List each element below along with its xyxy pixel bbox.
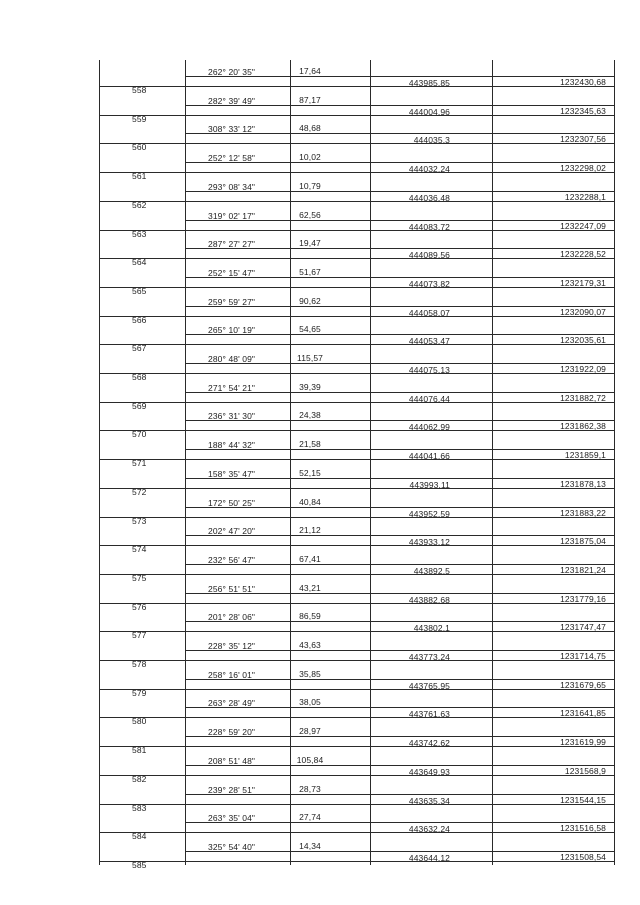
point-number: 560 xyxy=(132,142,147,153)
segment-distance: 24,38 xyxy=(299,410,321,421)
bearing-angle: 308° 33' 12" xyxy=(208,124,256,135)
segment-distance: 14,34 xyxy=(299,840,321,851)
coordinate-y: 1231747,47 xyxy=(560,622,606,633)
bearing-angle: 252° 12' 58" xyxy=(208,153,256,164)
point-number: 577 xyxy=(132,630,147,641)
coordinate-x: 444083,72 xyxy=(408,221,450,232)
bearing-angle: 265° 10' 19" xyxy=(208,325,256,336)
coordinate-x: 444089,56 xyxy=(408,250,450,261)
segment-distance: 27,74 xyxy=(299,812,321,823)
coordinate-y: 1231875,04 xyxy=(560,536,606,547)
segment-distance: 54,65 xyxy=(299,324,321,335)
coordinate-y: 1232430,68 xyxy=(560,77,606,87)
bearing-angle: 259° 59' 27" xyxy=(208,296,256,307)
coordinate-x: 443761,63 xyxy=(408,709,450,720)
point-number: 571 xyxy=(132,458,147,469)
coordinate-y: 1231882,72 xyxy=(560,392,606,403)
coordinate-y: 1231922,09 xyxy=(560,364,606,374)
point-number: 576 xyxy=(132,601,147,612)
coordinate-y: 1231862,38 xyxy=(560,421,606,432)
coordinate-x: 444076,44 xyxy=(408,393,450,404)
bearing-angle: 188° 44' 32" xyxy=(208,440,256,451)
coordinate-y: 1232179,31 xyxy=(560,277,606,288)
coordinate-x: 443802,1 xyxy=(413,623,450,634)
coordinate-x: 443985,85 xyxy=(408,78,450,88)
coordinate-y: 1231859,1 xyxy=(564,450,606,461)
bearing-angle: 256° 51' 51" xyxy=(208,583,256,594)
column-rule-0 xyxy=(99,60,100,865)
bearing-angle: 228° 59' 20" xyxy=(208,727,256,738)
coordinate-x: 444075,13 xyxy=(408,365,450,375)
bearing-angle: 263° 35' 04" xyxy=(208,813,256,824)
segment-distance: 35,85 xyxy=(299,668,321,679)
segment-distance: 19,47 xyxy=(299,238,321,249)
segment-distance: 17,64 xyxy=(299,66,321,76)
bearing-angle: 202° 47' 20" xyxy=(208,526,256,537)
bearing-angle: 282° 39' 49" xyxy=(208,95,256,106)
coordinate-x: 444062,99 xyxy=(408,422,450,433)
coordinate-y: 1231878,13 xyxy=(560,478,606,489)
coordinate-x: 444032,24 xyxy=(408,164,450,175)
point-number: 570 xyxy=(132,429,147,440)
coordinate-y: 1231883,22 xyxy=(560,507,606,518)
point-number: 569 xyxy=(132,400,147,411)
point-number: 580 xyxy=(132,716,147,727)
bearing-angle: 287° 27' 27" xyxy=(208,239,256,250)
point-number: 567 xyxy=(132,343,147,354)
segment-distance: 43,63 xyxy=(299,640,321,650)
segment-distance: 21,58 xyxy=(299,439,321,450)
bearing-angle: 208° 51' 48" xyxy=(208,755,256,766)
point-number: 559 xyxy=(132,113,147,124)
coordinate-x: 443773,24 xyxy=(408,652,450,662)
coordinate-y: 1231679,65 xyxy=(560,679,606,690)
coordinate-y: 1231714,75 xyxy=(560,651,606,661)
point-number: 578 xyxy=(132,659,147,669)
coordinate-y: 1231779,16 xyxy=(560,593,606,604)
coordinate-x: 444073,82 xyxy=(408,278,450,289)
segment-distance: 51,67 xyxy=(299,266,321,277)
point-number: 562 xyxy=(132,199,147,210)
bearing-angle: 325° 54' 40" xyxy=(208,841,256,852)
coordinate-y: 1231544,15 xyxy=(560,794,606,805)
point-number: 568 xyxy=(132,372,147,382)
coordinate-x: 444035,3 xyxy=(413,135,450,146)
segment-distance: 86,59 xyxy=(299,611,321,622)
coordinate-y: 1232035,61 xyxy=(560,335,606,346)
coordinate-x: 443644,12 xyxy=(408,852,450,863)
point-number: 581 xyxy=(132,745,147,756)
segment-distance: 87,17 xyxy=(299,94,321,105)
segment-distance: 105,84 xyxy=(296,754,324,765)
point-number: 579 xyxy=(132,687,147,698)
coordinate-x: 443892,5 xyxy=(413,565,450,576)
bearing-angle: 252° 15' 47" xyxy=(208,267,256,278)
bearing-angle: 263° 28' 49" xyxy=(208,698,256,709)
point-number: 572 xyxy=(132,486,147,497)
segment-distance: 90,62 xyxy=(299,295,321,306)
bearing-angle: 258° 16' 01" xyxy=(208,669,256,680)
point-number: 563 xyxy=(132,228,147,239)
segment-distance: 115,57 xyxy=(297,353,323,363)
point-number: 566 xyxy=(132,314,147,325)
coordinate-x: 443632,24 xyxy=(408,824,450,835)
segment-distance: 40,84 xyxy=(299,496,321,507)
bearing-angle: 158° 35' 47" xyxy=(208,468,256,479)
segment-distance: 28,97 xyxy=(299,726,321,737)
point-number: 583 xyxy=(132,802,147,813)
bearing-angle: 172° 50' 25" xyxy=(208,497,256,508)
point-number: 582 xyxy=(132,773,147,784)
point-number: 585 xyxy=(132,859,147,870)
point-number: 558 xyxy=(132,85,147,95)
bearing-angle: 262° 20' 35" xyxy=(208,67,256,77)
coordinate-x: 444036,48 xyxy=(408,192,450,203)
coordinate-y: 1232228,52 xyxy=(560,249,606,260)
coordinate-x: 443882,68 xyxy=(408,594,450,605)
bearing-angle: 239° 28' 51" xyxy=(208,784,256,795)
column-rule-1 xyxy=(185,60,186,865)
point-number: 574 xyxy=(132,544,147,555)
point-number: 573 xyxy=(132,515,147,526)
coordinate-x: 443952,59 xyxy=(408,508,450,519)
bearing-angle: 271° 54' 21" xyxy=(208,382,256,393)
coordinate-x: 443933,12 xyxy=(408,537,450,548)
column-rule-5 xyxy=(614,60,615,865)
coordinate-y: 1232090,07 xyxy=(560,306,606,317)
segment-distance: 62,56 xyxy=(299,209,321,220)
coordinate-y: 1231568,9 xyxy=(564,765,606,776)
bearing-angle: 319° 02' 17" xyxy=(208,210,256,221)
bearing-angle: 236° 31' 30" xyxy=(208,411,256,422)
coordinate-x: 444041,66 xyxy=(408,451,450,462)
segment-distance: 39,39 xyxy=(299,381,321,392)
coordinate-y: 1231619,99 xyxy=(560,737,606,748)
segment-distance: 10,79 xyxy=(299,180,321,191)
bearing-angle: 228° 35' 12" xyxy=(208,641,256,651)
coordinate-y: 1232247,09 xyxy=(560,220,606,231)
bearing-angle: 201° 28' 06" xyxy=(208,612,256,623)
segment-distance: 43,21 xyxy=(299,582,321,593)
segment-distance: 21,12 xyxy=(299,525,321,536)
coordinate-x: 443635,34 xyxy=(408,795,450,806)
coordinate-y: 1231821,24 xyxy=(560,564,606,575)
column-rule-3 xyxy=(370,60,371,865)
coordinate-y: 1231508,54 xyxy=(560,851,606,862)
coordinate-x: 444004,96 xyxy=(408,106,450,117)
segment-distance: 67,41 xyxy=(299,553,321,564)
point-number: 564 xyxy=(132,257,147,268)
coordinate-x: 444053,47 xyxy=(408,336,450,347)
segment-distance: 38,05 xyxy=(299,697,321,708)
coordinate-x: 443649,93 xyxy=(408,766,450,777)
bearing-angle: 293° 08' 34" xyxy=(208,181,256,192)
segment-distance: 10,02 xyxy=(299,152,321,163)
point-number: 565 xyxy=(132,285,147,296)
segment-distance: 48,68 xyxy=(299,123,321,134)
segment-distance: 52,15 xyxy=(299,467,321,478)
point-number: 561 xyxy=(132,171,147,182)
bearing-angle: 232° 56' 47" xyxy=(208,554,256,565)
coordinate-x: 443742,62 xyxy=(408,738,450,749)
coordinate-y: 1232298,02 xyxy=(560,163,606,174)
point-number: 575 xyxy=(132,572,147,583)
coordinate-y: 1231516,58 xyxy=(560,823,606,834)
coordinate-y: 1232288,1 xyxy=(564,191,606,202)
coordinate-x: 444058,07 xyxy=(408,307,450,318)
point-number: 584 xyxy=(132,831,147,842)
coordinate-y: 1232307,56 xyxy=(560,134,606,145)
coordinate-x: 443765,95 xyxy=(408,680,450,691)
coordinate-x: 443993,11 xyxy=(409,479,450,490)
column-rule-4 xyxy=(492,60,493,865)
coordinate-y: 1231641,85 xyxy=(560,708,606,719)
bearing-angle: 280° 48' 09" xyxy=(208,354,256,364)
segment-distance: 28,73 xyxy=(299,783,321,794)
coordinate-y: 1232345,63 xyxy=(560,105,606,116)
